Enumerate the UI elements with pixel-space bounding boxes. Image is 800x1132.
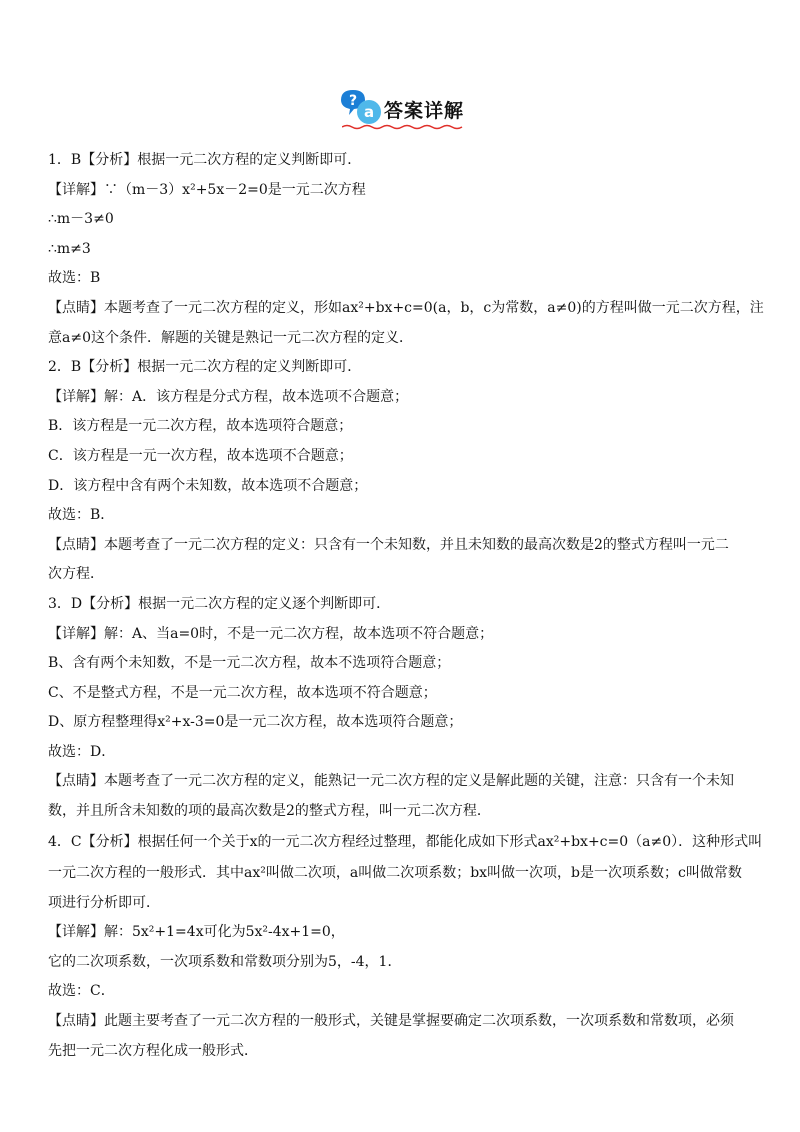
question-answer-logo-icon bbox=[337, 88, 383, 128]
q3-comment-1: 【点睛】本题考查了一元二次方程的定义，能熟记一元二次方程的定义是解此题的关键，注意：只含有一个未知 bbox=[48, 773, 734, 790]
page-title: 答案详解 bbox=[384, 100, 465, 122]
q4-analysis-1: 4．C【分析】根据任何一个关于x的一元二次方程经过整理，都能化成如下形式ax²+bx+c=0（a≠0）．这种形式叫 bbox=[48, 833, 763, 850]
q3-detail-d: D、原方程整理得x²+x-3=0是一元二次方程，故本选项符合题意； bbox=[48, 714, 463, 731]
q3-comment-2: 数，并且所含未知数的项的最高次数是2的整式方程，叫一元二次方程． bbox=[48, 803, 491, 820]
q1-comment-2: 意a≠0这个条件．解题的关键是熟记一元二次方程的定义． bbox=[48, 329, 413, 346]
q1-choice: 故选：B bbox=[48, 270, 101, 287]
wavy-underline-icon bbox=[342, 124, 464, 130]
q1-analysis: 1．B【分析】根据一元二次方程的定义判断即可． bbox=[48, 152, 362, 168]
q4-analysis-2: 一元二次方程的一般形式．其中ax²叫做二次项，a叫做二次项系数；bx叫做一次项，b是一次项系数；c叫做常数 bbox=[48, 864, 742, 881]
q3-detail-a: 【详解】解：A、当a=0时，不是一元二次方程，故本选项不符合题意； bbox=[48, 625, 494, 642]
q3-detail-b: B、含有两个未知数，不是一元二次方程，故本不选项符合题意； bbox=[48, 655, 451, 672]
q3-choice: 故选：D． bbox=[48, 743, 116, 760]
answer-body bbox=[48, 146, 764, 1066]
q4-detail-coefficients: 它的二次项系数，一次项系数和常数项分别为5，-4，1． bbox=[48, 953, 402, 970]
q1-step-2: ∴m≠3 bbox=[48, 240, 91, 257]
q3-analysis: 3．D【分析】根据一元二次方程的定义逐个判断即可． bbox=[48, 595, 391, 612]
q2-detail-c: C．该方程是一元一次方程，故本选项不合题意； bbox=[48, 447, 353, 464]
q2-detail-b: B．该方程是一元二次方程，故本选项符合题意； bbox=[48, 418, 353, 435]
q1-step-1: ∴m－3≠0 bbox=[48, 211, 114, 228]
q2-comment-2: 次方程． bbox=[48, 566, 104, 583]
q2-choice: 故选：B． bbox=[48, 507, 115, 524]
q3-detail-c: C、不是整式方程，不是一元二次方程，故本选项不符合题意； bbox=[48, 684, 437, 701]
q2-comment-1: 【点睛】本题考查了一元二次方程的定义：只含有一个未知数，并且未知数的最高次数是2的整式方程叫一元二 bbox=[48, 536, 729, 553]
q1-detail: 【详解】∵（m－3）x²+5x－2=0是一元二次方程 bbox=[48, 181, 366, 198]
q1-comment-1: 【点睛】本题考查了一元二次方程的定义，形如ax²+bx+c=0(a，b，c为常数，a≠0)的方程叫做一元二次方程，注 bbox=[48, 299, 764, 316]
q2-analysis: 2．B【分析】根据一元二次方程的定义判断即可． bbox=[48, 359, 362, 376]
q4-comment-1: 【点睛】此题主要考查了一元二次方程的一般形式，关键是掌握要确定二次项系数，一次项系数和常数项，必须 bbox=[48, 1013, 734, 1030]
q4-comment-2: 先把一元二次方程化成一般形式． bbox=[48, 1042, 258, 1059]
q4-detail: 【详解】解：5x²+1=4x可化为5x²-4x+1=0， bbox=[48, 924, 345, 941]
logo-question-mark: ? bbox=[348, 93, 358, 109]
q4-analysis-3: 项进行分析即可． bbox=[48, 894, 160, 911]
q4-choice: 故选：C． bbox=[48, 983, 115, 1000]
q2-detail-d: D．该方程中含有两个未知数，故本选项不合题意； bbox=[48, 477, 368, 494]
q2-detail-a: 【详解】解：A．该方程是分式方程，故本选项不合题意； bbox=[48, 388, 409, 405]
answer-header bbox=[0, 88, 800, 132]
logo-letter-a: a bbox=[363, 103, 375, 121]
